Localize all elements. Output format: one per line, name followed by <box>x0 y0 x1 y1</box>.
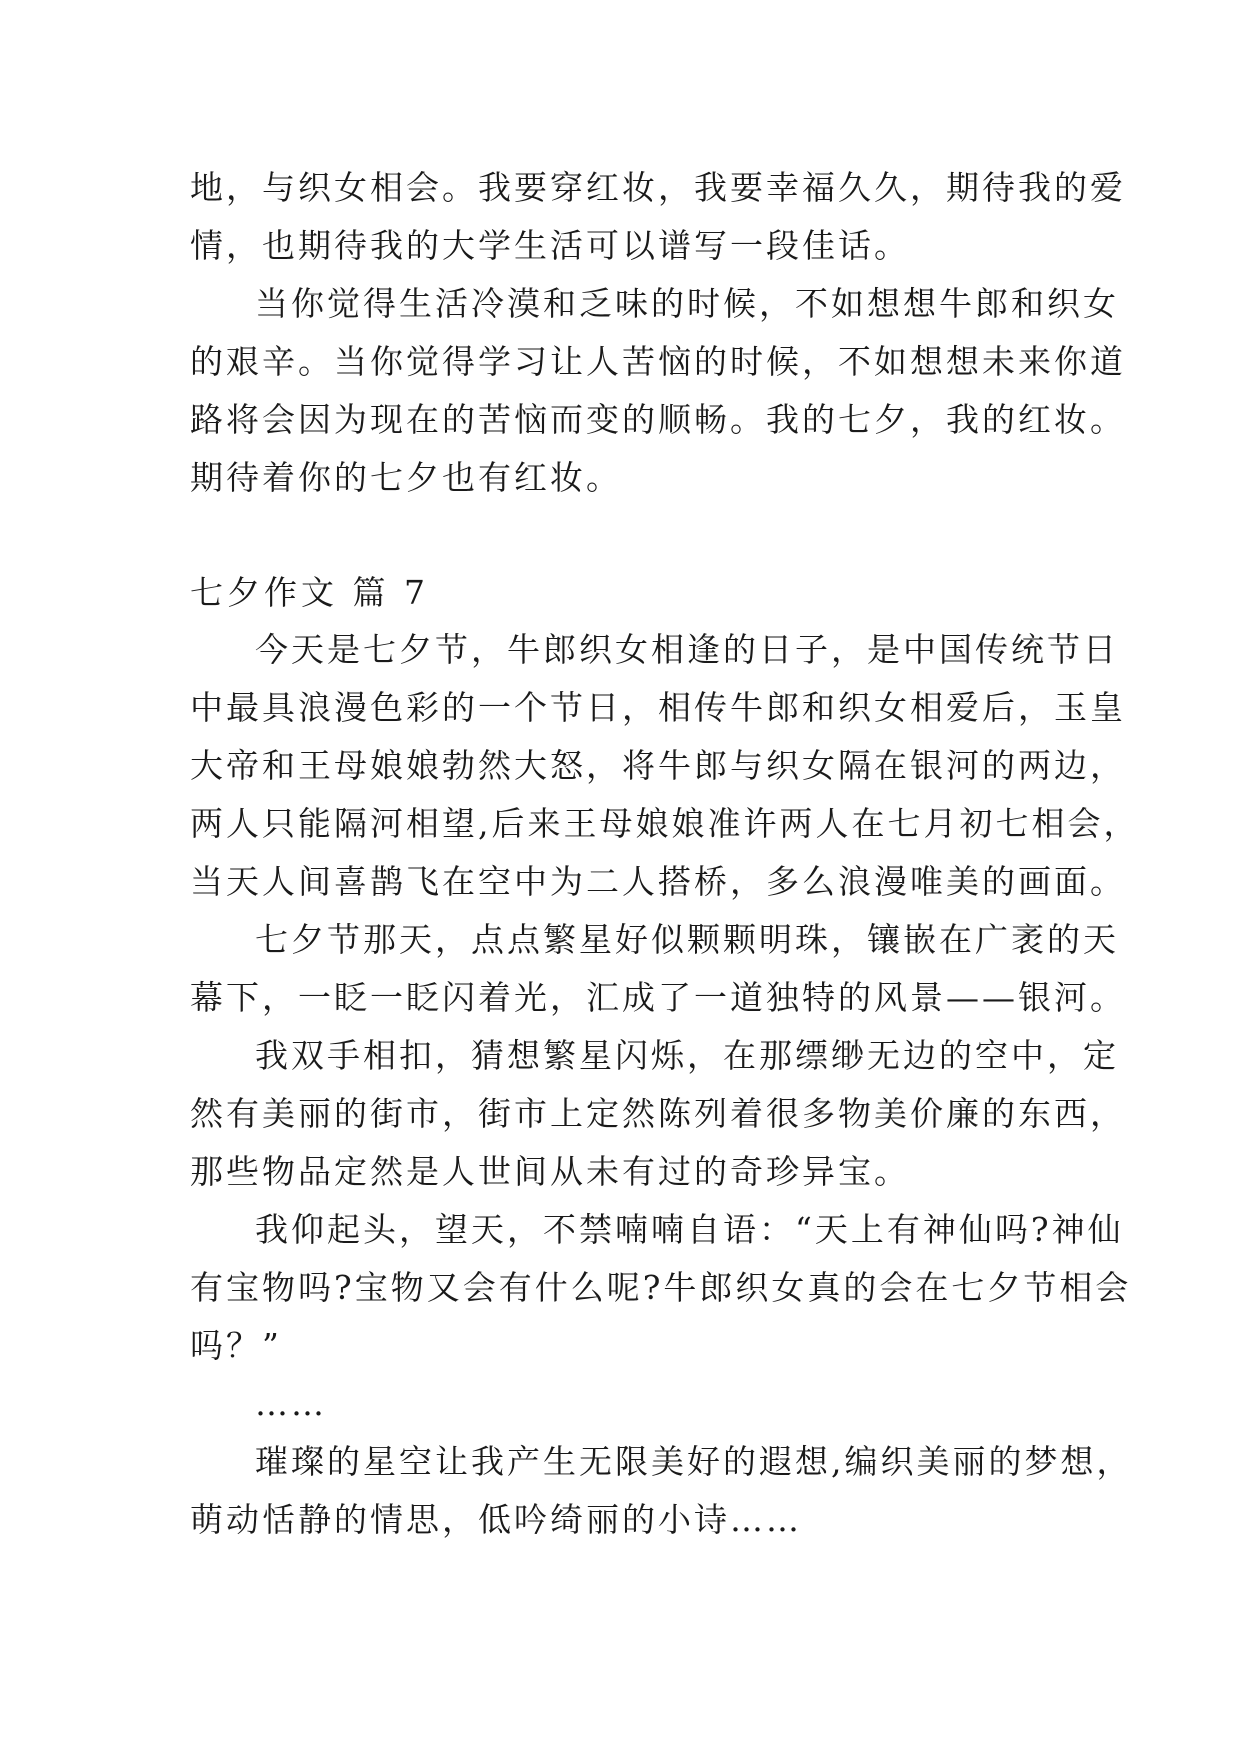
section-heading: 七夕作文 篇 7 <box>190 573 429 612</box>
paragraph-line: 中最具浪漫色彩的一个节日，相传牛郎和织女相爱后，玉皇 <box>190 688 1126 727</box>
paragraph-line: 有宝物吗?宝物又会有什么呢?牛郎织女真的会在七夕节相会 <box>190 1268 1132 1307</box>
paragraph-line: 我仰起头，望天，不禁喃喃自语：“天上有神仙吗?神仙 <box>255 1210 1124 1249</box>
paragraph-line: 吗？” <box>190 1326 282 1365</box>
paragraph-line: 当天人间喜鹊飞在空中为二人搭桥，多么浪漫唯美的画面。 <box>190 862 1126 901</box>
paragraph-line: 萌动恬静的情思，低吟绮丽的小诗…… <box>190 1500 802 1539</box>
paragraph-line: 期待着你的七夕也有红妆。 <box>190 458 622 497</box>
paragraph-line: 幕下，一眨一眨闪着光，汇成了一道独特的风景——银河。 <box>190 978 1126 1017</box>
paragraph-line: 那些物品定然是人世间从未有过的奇珍异宝。 <box>190 1152 910 1191</box>
paragraph-line: 当你觉得生活冷漠和乏味的时候，不如想想牛郎和织女 <box>255 284 1119 323</box>
paragraph-line: 七夕节那天，点点繁星好似颗颗明珠，镶嵌在广袤的天 <box>255 920 1119 959</box>
paragraph-line: 我双手相扣，猜想繁星闪烁，在那缥缈无边的空中，定 <box>255 1036 1119 1075</box>
paragraph-line: 的艰辛。当你觉得学习让人苦恼的时候，不如想想未来你道 <box>190 342 1126 381</box>
paragraph-line: 情，也期待我的大学生活可以谱写一段佳话。 <box>190 226 910 265</box>
paragraph-line: 然有美丽的街市，街市上定然陈列着很多物美价廉的东西， <box>190 1094 1126 1133</box>
ellipsis-line: …… <box>255 1384 327 1423</box>
paragraph-line: 大帝和王母娘娘勃然大怒，将牛郎与织女隔在银河的两边， <box>190 746 1126 785</box>
paragraph-line: 地，与织女相会。我要穿红妆，我要幸福久久，期待我的爱 <box>190 168 1126 207</box>
paragraph-line: 璀璨的星空让我产生无限美好的遐想,编织美丽的梦想， <box>255 1442 1133 1481</box>
paragraph-line: 今天是七夕节，牛郎织女相逢的日子，是中国传统节日 <box>255 630 1119 669</box>
paragraph-line: 路将会因为现在的苦恼而变的顺畅。我的七夕，我的红妆。 <box>190 400 1126 439</box>
paragraph-line: 两人只能隔河相望,后来王母娘娘准许两人在七月初七相会， <box>190 804 1140 843</box>
